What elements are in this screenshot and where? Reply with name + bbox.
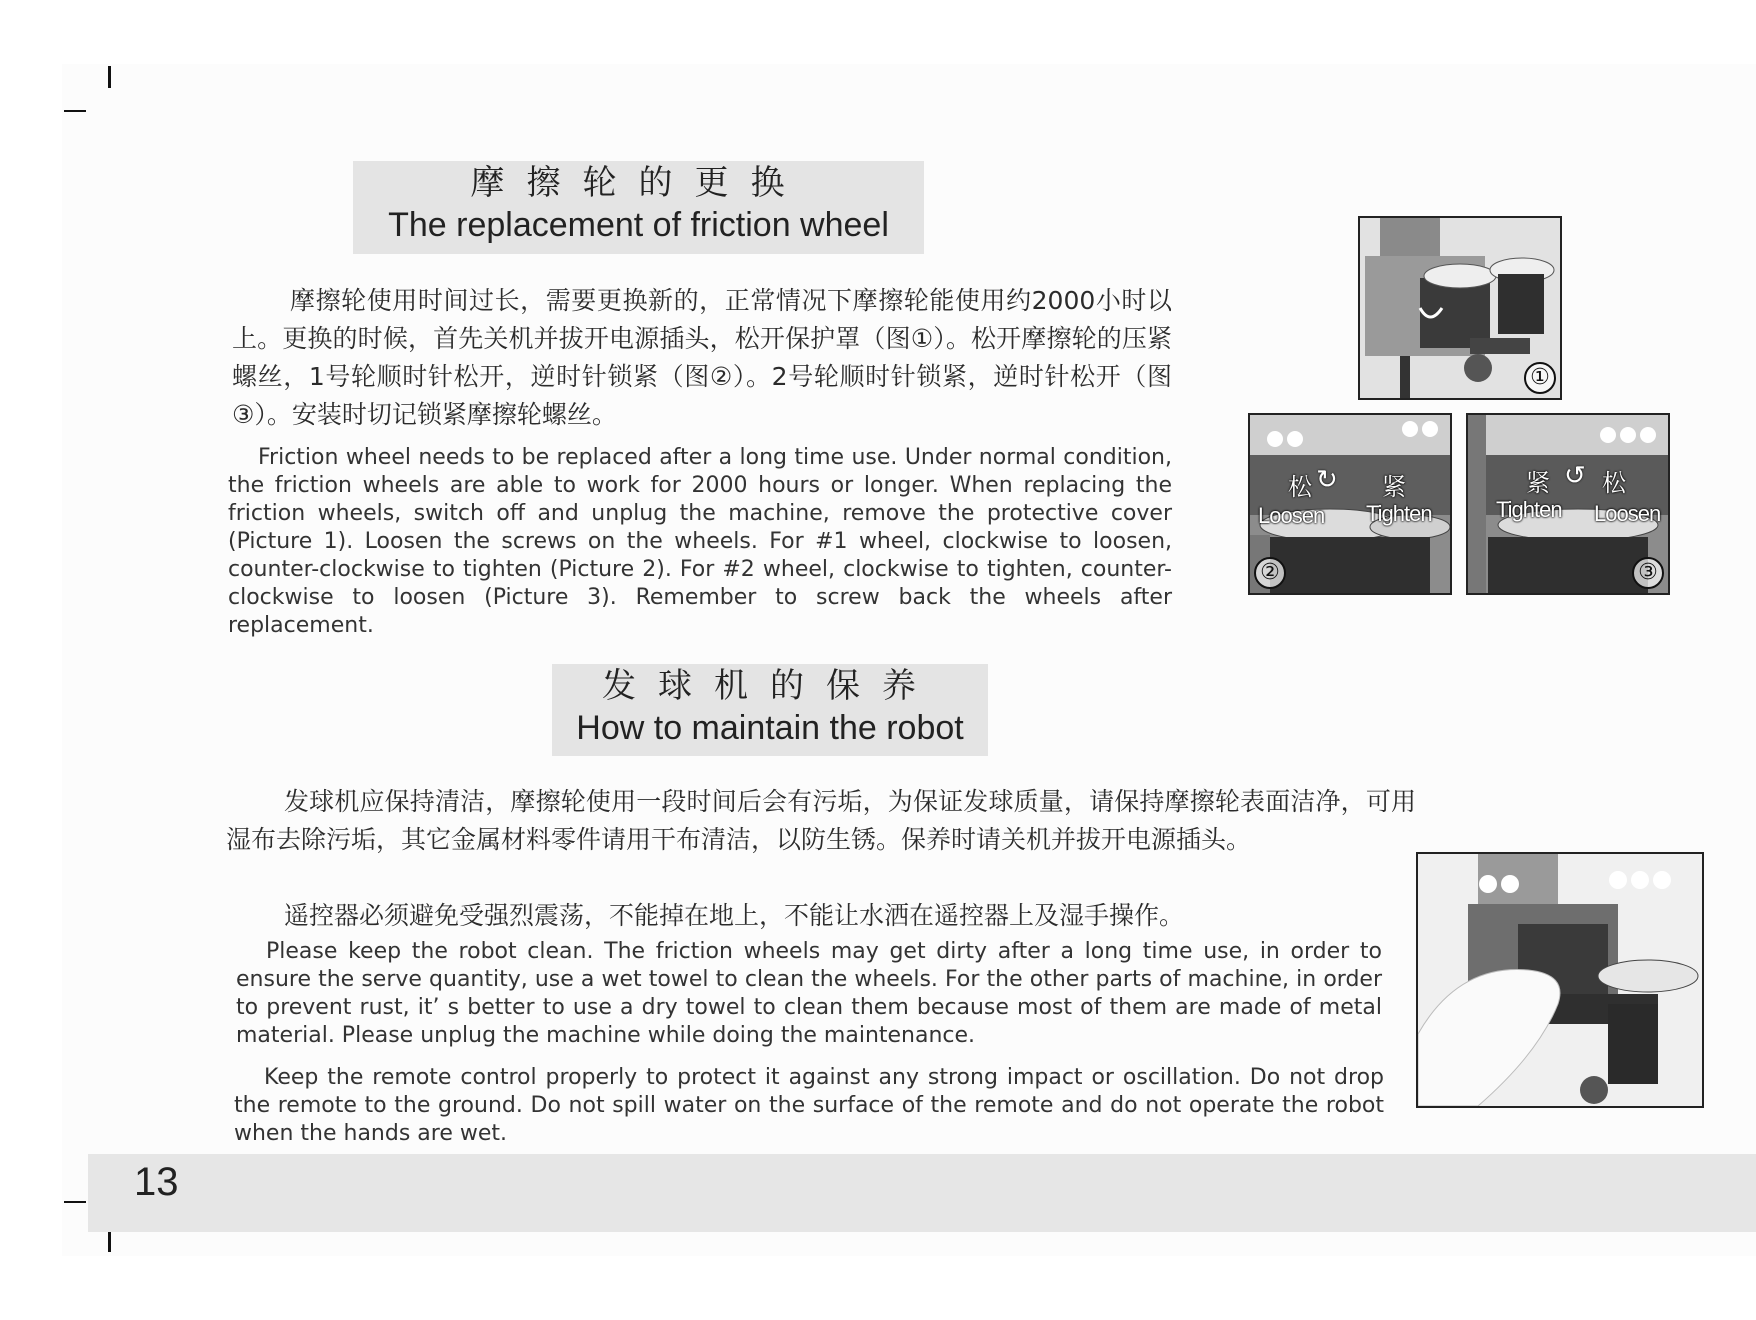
maintenance-paragraph-2-zh: 遥控器必须避免受强烈震荡，不能掉在地上，不能让水洒在遥控器上及湿手操作。 (284, 901, 1185, 930)
picture-2-wheel-1 (1248, 413, 1452, 595)
picture-cleaning-wheel (1416, 852, 1704, 1108)
tighten-label-en: Tighten (1366, 501, 1432, 526)
friction-wheel-paragraph-zh: 摩擦轮使用时间过长，需要更换新的，正常情况下摩擦轮能使用约2000小时以上。更换的时候，首先关机并拔开电源插头，松开保护罩（图①）。松开摩擦轮的压紧螺丝，1号轮顺时针松开，逆时针锁紧（图②）。2号轮顺时针锁紧，逆时针松开（图③）。安装时切记锁紧摩擦轮螺丝。 (232, 286, 1172, 429)
picture-number: ② (1254, 557, 1286, 589)
maintenance-paragraph-1-zh: 发球机应保持清洁，摩擦轮使用一段时间后会有污垢，为保证发球质量，请保持摩擦轮表面洁净，可用湿布去除污垢，其它金属材料零件请用干布清洁，以防生锈。保养时请关机并拔开电源插头。 (226, 787, 1416, 854)
title-zh: 发球机的保养 (602, 666, 938, 706)
picture-3-wheel-2 (1466, 413, 1670, 595)
tighten-label-zh: 紧 (1526, 469, 1550, 497)
crop-mark (64, 1201, 86, 1203)
tighten-label-zh: 紧 (1382, 473, 1406, 501)
picture-1-protective-cover (1358, 216, 1562, 400)
rotate-arrow-icon: ↻ (1316, 465, 1338, 495)
crop-mark (108, 66, 111, 88)
loosen-label-en: Loosen (1594, 501, 1661, 526)
title-en: The replacement of friction wheel (388, 206, 889, 244)
rotate-arrow-icon: ↺ (1564, 461, 1586, 491)
title-zh: 摩擦轮的更换 (470, 163, 807, 203)
crop-mark (64, 110, 86, 112)
title-en: How to maintain the robot (576, 709, 964, 747)
picture-number: ① (1524, 362, 1556, 394)
loosen-label-zh: 松 (1602, 469, 1626, 497)
loosen-label-en: Loosen (1258, 503, 1325, 528)
crop-mark (108, 1230, 111, 1252)
loosen-label-zh: 松 (1288, 473, 1312, 501)
robot-cleaning-photo (1418, 854, 1702, 1106)
section-title-maintenance (552, 664, 988, 756)
maintenance-paragraph-2-en: Keep the remote control properly to protect it against any strong impact or oscillation. Do not drop the remote to the ground. Do not spill water on the surface of the remote and do not operate the robot when the hands are wet. (234, 1065, 1384, 1146)
page-number: 13 (134, 1160, 179, 1204)
picture-number: ③ (1632, 557, 1664, 589)
maintenance-paragraph-1-en: Please keep the robot clean. The friction wheels may get dirty after a long time use, in order to ensure the serve quantity, use a wet towel to clean the wheels. For the other parts of machine, in order to prevent rust, it’ s better to use a dry towel to clean them because most of them are made of metal material. Please unplug the machine while doing the maintenance. (236, 939, 1382, 1048)
section-title-friction-wheel (353, 161, 924, 254)
friction-wheel-paragraph-en: Friction wheel needs to be replaced after a long time use. Under normal condition, the friction wheels are able to work for 2000 hours or longer. When replacing the friction wheels, switch off and unplug the machine, remove the protective cover (Picture 1). Loosen the screws on the wheels. For #1 wheel, clockwise to loosen, counter-clockwise to tighten (Picture 2). For #2 wheel, clockwise to tighten, counter-clockwise to loosen (Picture 3). Remember to screw back the wheels after replacement. (228, 445, 1172, 638)
tighten-label-en: Tighten (1496, 497, 1562, 522)
footer-bar (88, 1154, 1756, 1232)
